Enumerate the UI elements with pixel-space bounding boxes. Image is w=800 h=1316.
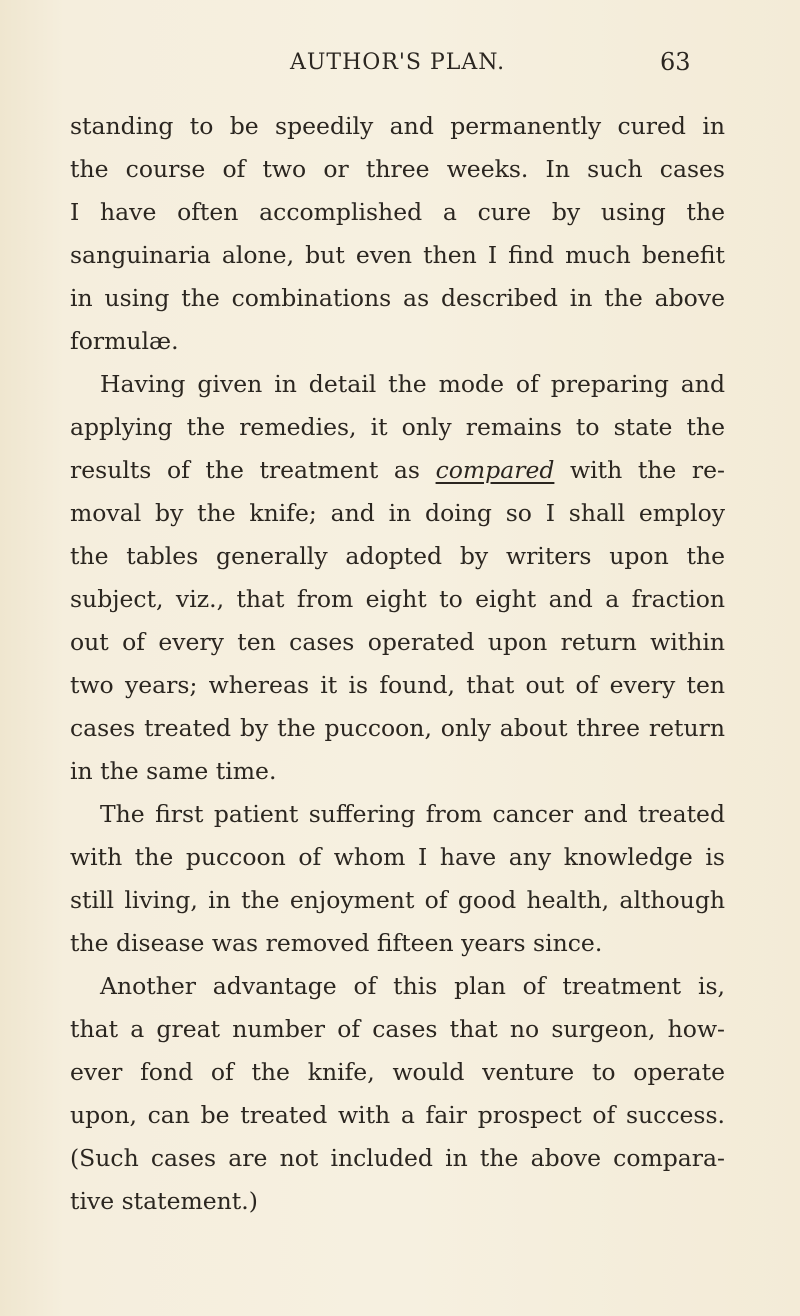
text-line: the disease was removed fifteen years since. (70, 929, 603, 957)
text-line-with-emphasis (70, 449, 725, 492)
text-segment: with the re- (570, 456, 725, 484)
text-line: Having given in detail the mode of preparing and (100, 370, 725, 398)
text-segment: results of the treatment as (70, 456, 420, 484)
text-line: (Such cases are not included in the above compara- (70, 1144, 725, 1172)
text-line: applying the remedies, it only remains to state the (70, 413, 725, 441)
text-line: subject, viz., that from eight to eight and a fraction (70, 585, 725, 613)
text-line: standing to be speedily and permanently cured in (70, 112, 725, 140)
text-line: two years; whereas it is found, that out of every ten (70, 671, 725, 699)
text-line: upon, can be treated with a fair prospect of success. (70, 1101, 725, 1129)
text-line: sanguinaria alone, but even then I find much benefit (70, 241, 725, 269)
text-line: that a great number of cases that no surgeon, how- (70, 1015, 725, 1043)
page-number: 63 (660, 48, 691, 76)
text-line: tive statement.) (70, 1187, 258, 1215)
text-line: ever fond of the knife, would venture to operate (70, 1058, 725, 1086)
text-line: the course of two or three weeks. In such cases (70, 155, 725, 183)
body-text (70, 105, 725, 1223)
page-header (0, 50, 800, 80)
text-line: in the same time. (70, 757, 277, 785)
running-title: AUTHOR'S PLAN. (290, 50, 506, 75)
text-line: with the puccoon of whom I have any knowledge is (70, 843, 725, 871)
emphasized-word: compared (435, 456, 555, 484)
text-line: out of every ten cases operated upon return within (70, 628, 725, 656)
text-line: The first patient suffering from cancer and treated (100, 800, 725, 828)
text-line: in using the combinations as described in the above (70, 284, 725, 312)
text-line: I have often accomplished a cure by using the (70, 198, 725, 226)
text-line: the tables generally adopted by writers upon the (70, 542, 725, 570)
text-line: moval by the knife; and in doing so I shall employ (70, 499, 725, 527)
text-line: still living, in the enjoyment of good health, although (70, 886, 725, 914)
text-line: formulæ. (70, 327, 179, 355)
text-line: Another advantage of this plan of treatment is, (100, 972, 725, 1000)
text-line: cases treated by the puccoon, only about three return (70, 714, 725, 742)
